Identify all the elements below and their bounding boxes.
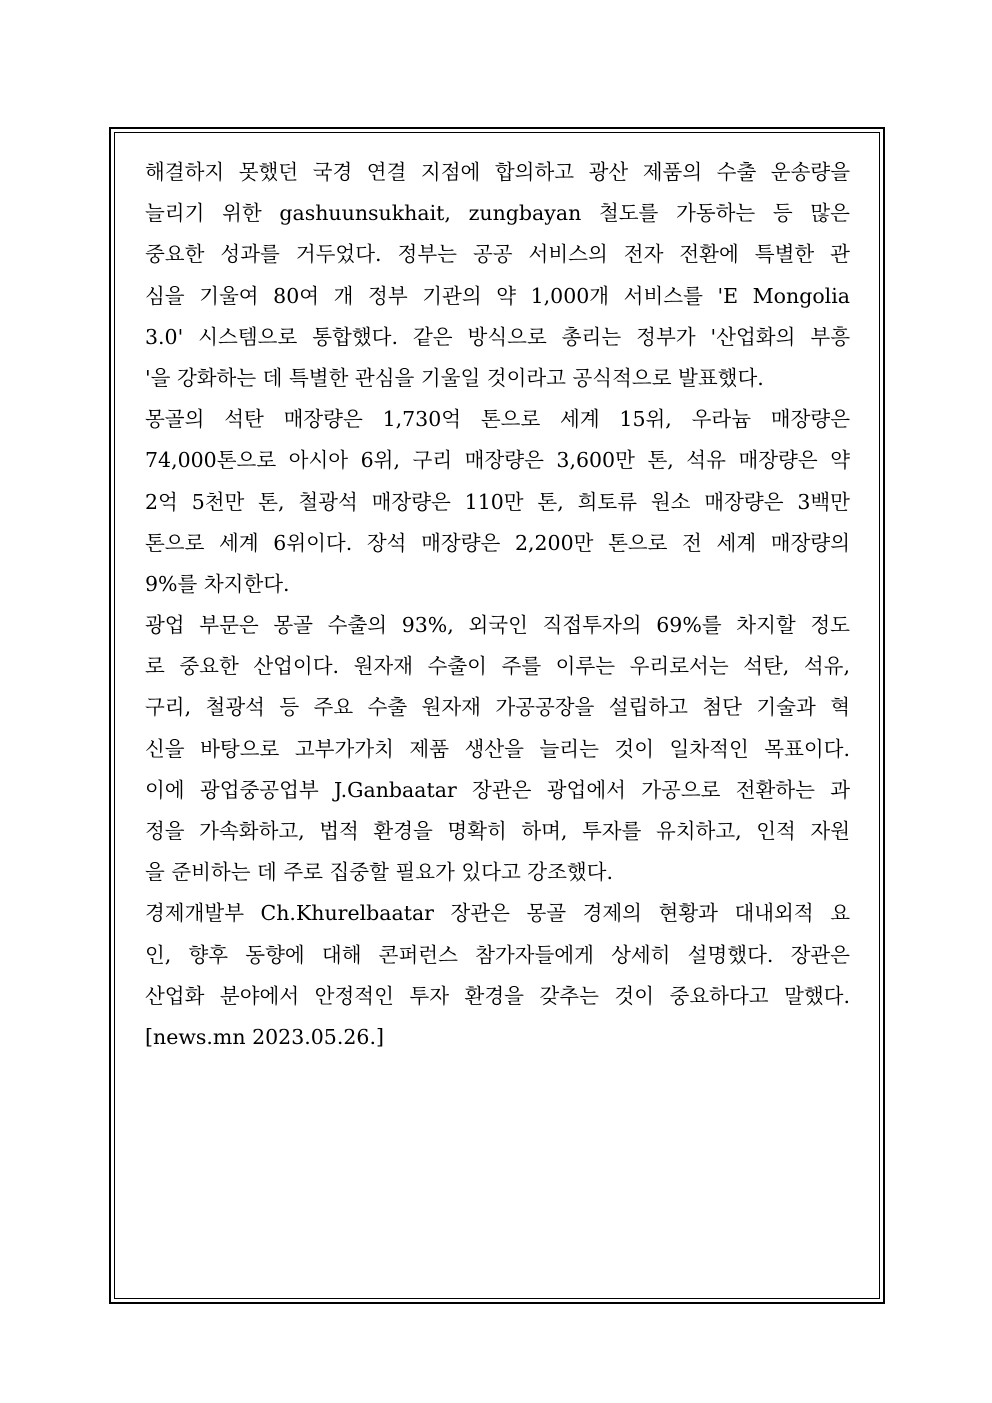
text-line: 이에 광업중공업부 J.Ganbaatar 장관은 광업에서 가공으로 전환하는 과 [145,777,850,802]
text-line: 로 중요한 산업이다. 원자재 수출이 주를 이루는 우리로서는 석탄, 석유, [145,654,850,679]
text-line: 신을 바탕으로 고부가가치 제품 생산을 늘리는 것이 일차적인 목표이다. [145,736,850,761]
text-line: 늘리기 위한 gashuunsukhait, zungbayan 철도를 가동하는 등 많은 [145,201,850,226]
text-line: 인, 향후 동향에 대해 콘퍼런스 참가자들에게 상세히 설명했다. 장관은 [145,942,850,967]
text-line: 2억 5천만 톤, 철광석 매장량은 110만 톤, 희토류 원소 매장량은 3백만 [145,489,850,514]
text-line: 을 준비하는 데 주로 집중할 필요가 있다고 강조했다. [145,860,613,885]
source-citation: [news.mn 2023.05.26.] [145,1024,384,1049]
text-line: 광업 부문은 몽골 수출의 93%, 외국인 직접투자의 69%를 차지할 정도 [145,613,850,638]
text-line: 9%를 차지한다. [145,571,290,596]
text-line: 해결하지 못했던 국경 연결 지점에 합의하고 광산 제품의 수출 운송량을 [145,160,850,184]
text-line: 톤으로 세계 6위이다. 장석 매장량은 2,200만 톤으로 전 세계 매장량의 [145,530,850,555]
paragraph-4 [145,893,850,1058]
paragraph-1 [145,152,850,399]
text-line: 산업화 분야에서 안정적인 투자 환경을 갖추는 것이 중요하다고 말했다. [145,983,850,1008]
text-line: 구리, 철광석 등 주요 수출 원자재 가공공장을 설립하고 첨단 기술과 혁 [145,695,850,720]
text-line: 몽골의 석탄 매장량은 1,730억 톤으로 세계 15위, 우라늄 매장량은 [145,407,850,432]
text-line: 경제개발부 Ch.Khurelbaatar 장관은 몽골 경제의 현황과 대내외적 요 [145,901,850,926]
paragraph-2 [145,399,850,605]
text-line: '을 강화하는 데 특별한 관심을 기울일 것이라고 공식적으로 발표했다. [145,365,764,390]
document-body [145,152,850,1058]
text-line: 74,000톤으로 아시아 6위, 구리 매장량은 3,600만 톤, 석유 매장량은 약 [145,448,850,473]
text-line: 정을 가속화하고, 법적 환경을 명확히 하며, 투자를 유치하고, 인적 자원 [145,819,850,843]
text-line: 중요한 성과를 거두었다. 정부는 공공 서비스의 전자 전환에 특별한 관 [145,242,850,267]
text-line: 심을 기울여 80여 개 정부 기관의 약 1,000개 서비스를 'E Mongolia [145,283,850,308]
text-line: 3.0' 시스템으로 통합했다. 같은 방식으로 총리는 정부가 '산업화의 부흥 [145,324,850,349]
paragraph-3 [145,605,850,893]
